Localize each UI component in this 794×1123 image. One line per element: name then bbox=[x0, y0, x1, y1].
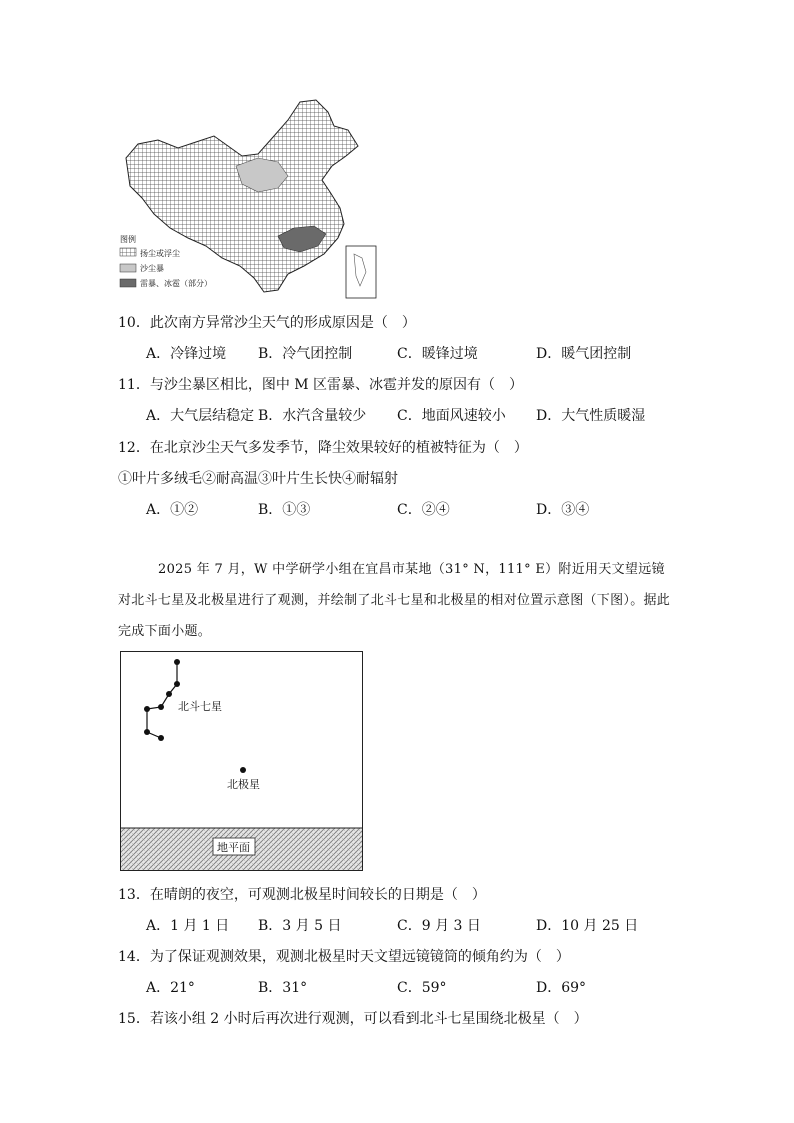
legend-item-sandstorm: 沙尘暴 bbox=[140, 264, 164, 273]
question-10-stem: 10．此次南方异常沙尘天气的形成原因是（ ） bbox=[118, 315, 416, 331]
star-5 bbox=[144, 706, 150, 712]
question-12-sub: ①叶片多绒毛②耐高温③叶片生长快④耐辐射 bbox=[118, 471, 398, 487]
question-13-option-b: B．3 月 5 日 bbox=[258, 918, 342, 934]
passage-text bbox=[118, 554, 678, 647]
question-11-option-d: D．大气性质暖湿 bbox=[536, 408, 646, 424]
question-11-option-a: A．大气层结稳定 bbox=[146, 408, 255, 424]
question-13-option-c: C．9 月 3 日 bbox=[397, 918, 481, 934]
china-map-figure bbox=[118, 96, 380, 302]
horizon-label: 地平面 bbox=[217, 841, 250, 854]
star-6 bbox=[144, 729, 150, 735]
question-15-stem: 15．若该小组 2 小时后再次进行观测，可以看到北斗七星围绕北极星（ ） bbox=[118, 1011, 588, 1027]
question-12-option-b: B．①③ bbox=[258, 502, 311, 518]
legend-item-dust: 扬尘或浮尘 bbox=[140, 249, 180, 258]
question-14-stem: 14．为了保证观测效果，观测北极星时天文望远镜镜筒的倾角约为（ ） bbox=[118, 949, 570, 965]
question-11-option-b: B．水汽含量较少 bbox=[258, 408, 367, 424]
star-1 bbox=[174, 659, 180, 665]
question-10-option-b: B．冷气团控制 bbox=[258, 346, 353, 362]
question-13-option-a: A．1 月 1 日 bbox=[146, 918, 230, 934]
question-10-option-c: C．暖锋过境 bbox=[397, 346, 478, 362]
legend-item-thunderstorm: 雷暴、冰雹（部分） bbox=[140, 279, 212, 288]
passage-paragraph: 2025 年 7 月，W 中学研学小组在宜昌市某地（31° N，111° E）附近用天文望远镜对北斗七星及北极星进行了观测，并绘制了北斗七星和北极星的相对位置示意图（下图）。据此完成下面小题。 bbox=[118, 562, 671, 639]
question-12-stem: 12．在北京沙尘天气多发季节，降尘效果较好的植被特征为（ ） bbox=[118, 440, 528, 456]
polaris-label: 北极星 bbox=[227, 778, 260, 791]
question-14-option-c: C．59° bbox=[397, 980, 447, 996]
question-12-option-c: C．②④ bbox=[397, 502, 450, 518]
question-14-option-a: A．21° bbox=[146, 980, 195, 996]
question-12-option-a: A．①② bbox=[146, 502, 199, 518]
question-13-stem: 13．在晴朗的夜空，可观测北极星时间较长的日期是（ ） bbox=[118, 887, 486, 903]
star-4 bbox=[158, 704, 164, 710]
star-3 bbox=[166, 691, 172, 697]
legend-title: 图例 bbox=[120, 235, 136, 244]
question-10-option-a: A．冷锋过境 bbox=[146, 346, 227, 362]
star-figure-svg bbox=[121, 652, 362, 870]
question-11-stem: 11．与沙尘暴区相比，图中 M 区雷暴、冰雹并发的原因有（ ） bbox=[118, 377, 524, 393]
big-dipper-label: 北斗七星 bbox=[178, 700, 222, 713]
star-2 bbox=[174, 681, 180, 687]
map-inset bbox=[346, 246, 376, 298]
star-7 bbox=[158, 735, 164, 741]
star-figure bbox=[120, 651, 363, 871]
question-11-option-c: C．地面风速较小 bbox=[397, 408, 506, 424]
polaris-star bbox=[240, 767, 246, 773]
question-12-option-d: D．③④ bbox=[536, 502, 590, 518]
question-10-option-d: D．暖气团控制 bbox=[536, 346, 632, 362]
question-13-option-d: D．10 月 25 日 bbox=[536, 918, 639, 934]
question-14-option-b: B．31° bbox=[258, 980, 308, 996]
big-dipper-lines bbox=[147, 662, 177, 738]
question-14-option-d: D．69° bbox=[536, 980, 587, 996]
